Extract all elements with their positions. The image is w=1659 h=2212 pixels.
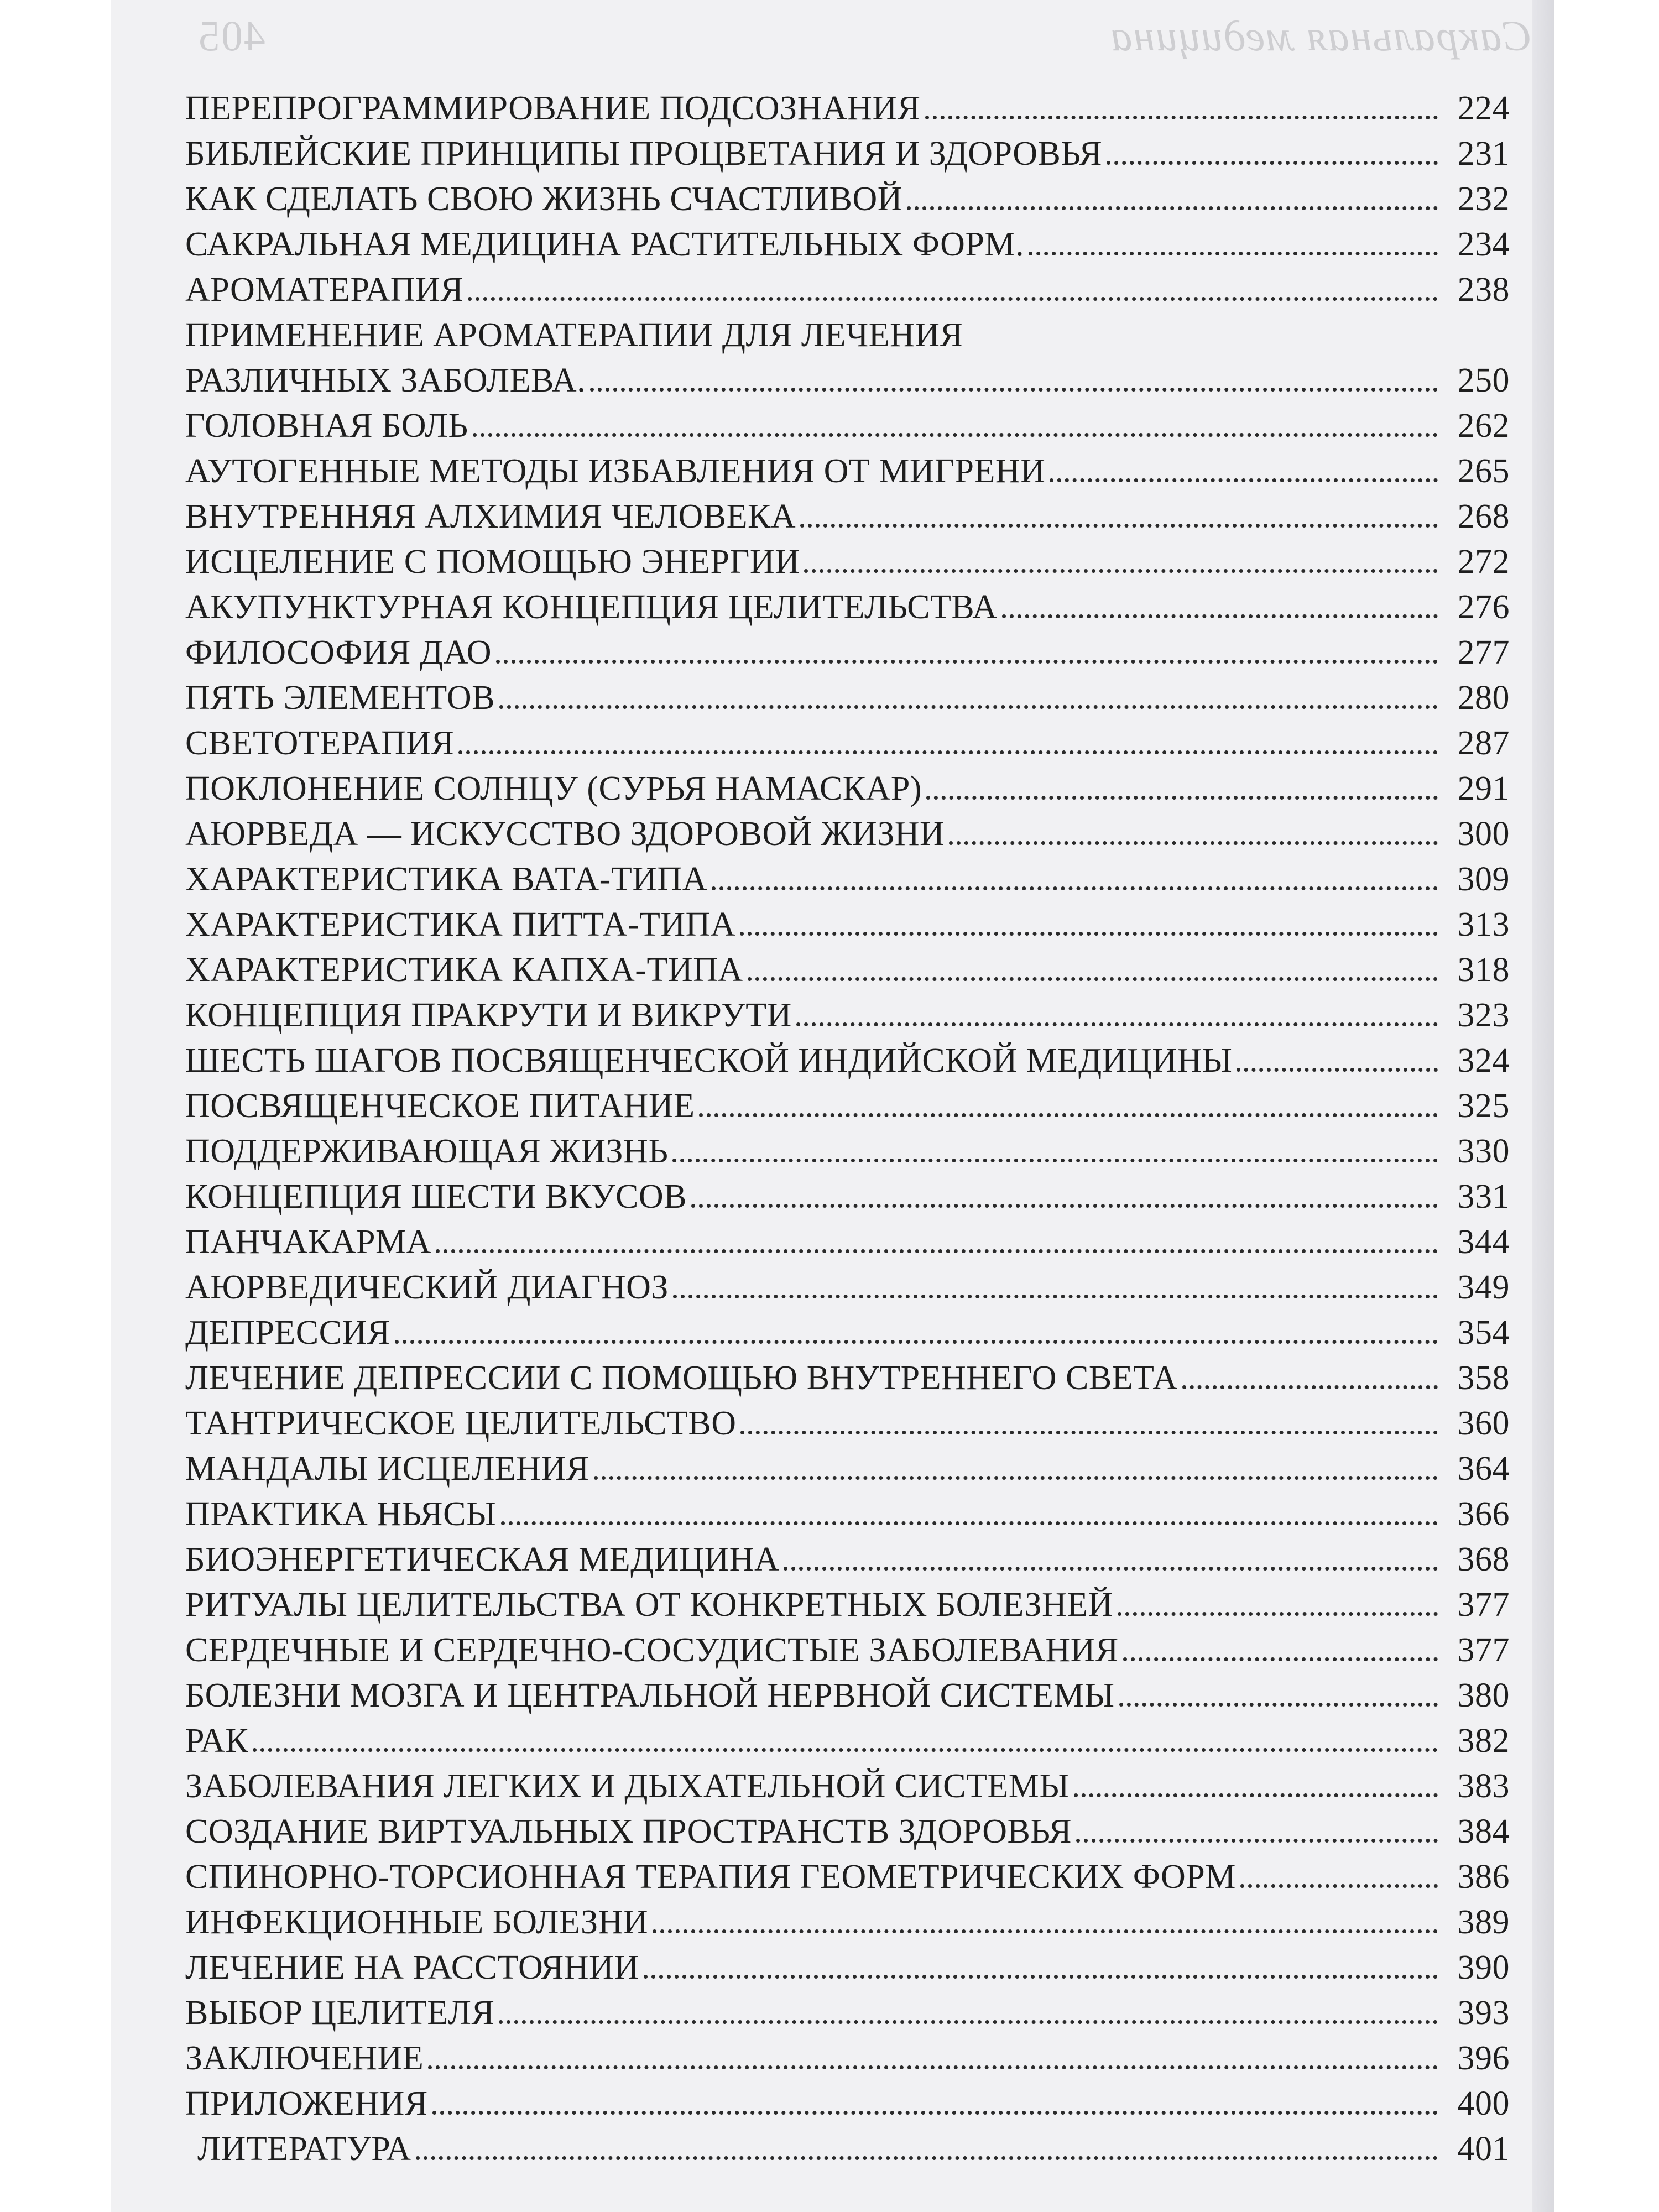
- toc-entry: [185, 1627, 1510, 1673]
- toc-entry: [185, 947, 1510, 993]
- toc-entry-page-number: 360: [1457, 1405, 1510, 1442]
- toc-entry: [185, 1582, 1510, 1627]
- toc-dot-leader: [428, 2065, 1438, 2069]
- toc-entry-page-number: 238: [1457, 271, 1510, 309]
- toc-entry-title: ПРАКТИКА НЬЯСЫ: [185, 1495, 497, 1533]
- toc-dot-leader: [653, 1929, 1438, 1933]
- toc-dot-leader: [1002, 614, 1438, 618]
- toc-entry-page-number: 280: [1457, 679, 1510, 717]
- toc-entry: [185, 539, 1510, 585]
- toc-entry-page-number: 250: [1457, 362, 1510, 399]
- toc-dot-leader: [784, 1567, 1438, 1571]
- toc-entry-title: ГОЛОВНАЯ БОЛЬ: [185, 407, 468, 445]
- toc-dot-leader: [594, 1476, 1438, 1480]
- toc-entry-title: АЮРВЕДИЧЕСКИЙ ДИАГНОЗ: [185, 1269, 669, 1306]
- toc-entry: [185, 1310, 1510, 1355]
- toc-entry-title: РАК: [185, 1722, 249, 1760]
- toc-entry-title: ДЕПРЕССИЯ: [185, 1314, 390, 1352]
- toc-entry: [185, 675, 1510, 721]
- toc-entry: [185, 448, 1510, 494]
- toc-entry-title: СОЗДАНИЕ ВИРТУАЛЬНЫХ ПРОСТРАНСТВ ЗДОРОВЬЯ: [185, 1813, 1072, 1850]
- toc-entry: [185, 1809, 1510, 1854]
- toc-dot-leader: [436, 1249, 1438, 1253]
- toc-entry: [185, 1764, 1510, 1809]
- toc-entry: [185, 1491, 1510, 1537]
- toc-entry-title: КОНЦЕПЦИЯ ПРАКРУТИ И ВИКРУТИ: [185, 997, 792, 1034]
- toc-entry-page-number: 400: [1457, 2085, 1510, 2122]
- toc-entry-page-number: 300: [1457, 815, 1510, 853]
- toc-entry: [185, 1718, 1510, 1764]
- toc-entry: [185, 811, 1510, 857]
- toc-entry-page-number: 291: [1457, 770, 1510, 807]
- toc-dot-leader: [416, 2156, 1438, 2160]
- toc-entry-title: КАК СДЕЛАТЬ СВОЮ ЖИЗНЬ СЧАСТЛИВОЙ: [185, 180, 903, 218]
- toc-entry: [185, 494, 1510, 539]
- toc-entry: [185, 176, 1510, 222]
- toc-dot-leader: [740, 932, 1438, 936]
- toc-dot-leader: [740, 1431, 1438, 1434]
- toc-entry-title: ФИЛОСОФИЯ ДАО: [185, 634, 492, 671]
- toc-entry-title: ШЕСТЬ ШАГОВ ПОСВЯЩЕНЧЕСКОЙ ИНДИЙСКОЙ МЕДИЦИНЫ: [185, 1042, 1233, 1079]
- toc-entry-page-number: 265: [1457, 452, 1510, 490]
- toc-entry-title: РИТУАЛЫ ЦЕЛИТЕЛЬСТВА ОТ КОНКРЕТНЫХ БОЛЕЗНЕЙ: [185, 1586, 1113, 1624]
- toc-entry-page-number: 377: [1457, 1631, 1510, 1669]
- toc-entry: [185, 1900, 1510, 1945]
- toc-entry-title: БИОЭНЕРГЕТИЧЕСКАЯ МЕДИЦИНА: [185, 1541, 780, 1578]
- toc-entry: [185, 1083, 1510, 1129]
- toc-entry-title: САКРАЛЬНАЯ МЕДИЦИНА РАСТИТЕЛЬНЫХ ФОРМ.: [185, 226, 1024, 263]
- toc-entry-title: ИНФЕКЦИОННЫЕ БОЛЕЗНИ: [185, 1903, 649, 1941]
- toc-entry-page-number: 389: [1457, 1903, 1510, 1941]
- toc-dot-leader: [926, 796, 1438, 800]
- toc-entry-page-number: 382: [1457, 1722, 1510, 1760]
- toc-entry-page-number: 401: [1457, 2130, 1510, 2168]
- toc-entry: [185, 1673, 1510, 1718]
- toc-entry-page-number: 231: [1457, 135, 1510, 173]
- toc-dot-leader: [458, 750, 1438, 754]
- toc-dot-leader: [1074, 1793, 1438, 1797]
- toc-entry: [185, 86, 1510, 131]
- toc-entry-title: СВЕТОТЕРАПИЯ: [185, 724, 455, 762]
- toc-entry-title: КОНЦЕПЦИЯ ШЕСТИ ВКУСОВ: [185, 1178, 687, 1215]
- toc-dot-leader: [395, 1340, 1438, 1344]
- toc-entry: [185, 766, 1510, 811]
- toc-dot-leader: [1118, 1612, 1438, 1616]
- toc-entry-title: МАНДАЛЫ ИСЦЕЛЕНИЯ: [185, 1450, 589, 1488]
- toc-entry-title: ПРИЛОЖЕНИЯ: [185, 2085, 428, 2122]
- toc-entry-title: АРОМАТЕРАПИЯ: [185, 271, 464, 309]
- toc-dot-leader: [473, 433, 1438, 437]
- toc-dot-leader: [796, 1022, 1438, 1026]
- toc-entry: [185, 721, 1510, 766]
- toc-entry: [185, 2081, 1510, 2126]
- toc-entry: [185, 630, 1510, 675]
- toc-entry: [185, 312, 1510, 358]
- toc-dot-leader: [496, 660, 1438, 664]
- toc-entry-page-number: 386: [1457, 1858, 1510, 1896]
- toc-entry: [185, 1265, 1510, 1310]
- toc-entry: [185, 993, 1510, 1038]
- toc-dot-leader: [1119, 1703, 1438, 1707]
- toc-entry: [185, 1174, 1510, 1219]
- toc-entry-title: ПОСВЯЩЕНЧЕСКОЕ ПИТАНИЕ: [185, 1087, 695, 1125]
- toc-entry-page-number: 366: [1457, 1495, 1510, 1533]
- toc-dot-leader: [699, 1113, 1438, 1117]
- toc-entry-page-number: 331: [1457, 1178, 1510, 1215]
- toc-entry: [185, 2126, 1510, 2172]
- toc-entry-page-number: 383: [1457, 1767, 1510, 1805]
- toc-entry-page-number: 377: [1457, 1586, 1510, 1624]
- toc-dot-leader: [925, 116, 1438, 119]
- toc-entry-title: ХАРАКТЕРИСТИКА КАПХА-ТИПА: [185, 951, 743, 989]
- toc-dot-leader: [501, 1521, 1438, 1525]
- toc-entry-title: ЛИТЕРАТУРА: [197, 2130, 411, 2168]
- toc-entry: [185, 1537, 1510, 1582]
- table-of-contents: [185, 86, 1510, 2172]
- toc-entry-page-number: 325: [1457, 1087, 1510, 1125]
- toc-entry-page-number: 330: [1457, 1133, 1510, 1170]
- toc-dot-leader: [499, 2020, 1438, 2024]
- toc-entry: [185, 1401, 1510, 1446]
- toc-entry: [185, 222, 1510, 267]
- toc-entry-page-number: 393: [1457, 1994, 1510, 2032]
- toc-entry-title: АЮРВЕДА — ИСКУССТВО ЗДОРОВОЙ ЖИЗНИ: [185, 815, 945, 853]
- toc-entry-page-number: 234: [1457, 226, 1510, 263]
- toc-entry-page-number: 396: [1457, 2039, 1510, 2077]
- toc-dot-leader: [1029, 252, 1438, 255]
- toc-entry-page-number: 232: [1457, 180, 1510, 218]
- toc-entry-title: БОЛЕЗНИ МОЗГА И ЦЕНТРАЛЬНОЙ НЕРВНОЙ СИСТЕМЫ: [185, 1677, 1115, 1714]
- toc-entry-page-number: 368: [1457, 1541, 1510, 1578]
- toc-entry: [185, 2036, 1510, 2081]
- toc-entry: [185, 1038, 1510, 1083]
- toc-entry-title: ЛЕЧЕНИЕ ДЕПРЕССИИ С ПОМОЩЬЮ ВНУТРЕННЕГО СВЕТА: [185, 1359, 1178, 1397]
- toc-entry: [185, 1854, 1510, 1900]
- toc-dot-leader: [804, 569, 1438, 573]
- bleed-through-header: Сакральная медицина: [1109, 12, 1532, 60]
- toc-dot-leader: [253, 1748, 1438, 1752]
- toc-entry-title: БИБЛЕЙСКИЕ ПРИНЦИПЫ ПРОЦВЕТАНИЯ И ЗДОРОВЬЯ: [185, 135, 1103, 173]
- toc-entry-page-number: 323: [1457, 997, 1510, 1034]
- toc-entry-page-number: 277: [1457, 634, 1510, 671]
- toc-entry-title: ИСЦЕЛЕНИЕ С ПОМОЩЬЮ ЭНЕРГИИ: [185, 543, 800, 581]
- toc-entry-page-number: 287: [1457, 724, 1510, 762]
- toc-dot-leader: [432, 2111, 1438, 2115]
- bleed-through-page-number: 405: [197, 12, 265, 60]
- toc-entry-title: СЕРДЕЧНЫЕ И СЕРДЕЧНО-СОСУДИСТЫЕ ЗАБОЛЕВАНИЯ: [185, 1631, 1119, 1669]
- page-edge-shadow: [1532, 0, 1554, 2212]
- toc-entry: [185, 585, 1510, 630]
- toc-entry-title: ЗАБОЛЕВАНИЯ ЛЕГКИХ И ДЫХАТЕЛЬНОЙ СИСТЕМЫ: [185, 1767, 1070, 1805]
- toc-dot-leader: [691, 1204, 1438, 1208]
- toc-dot-leader: [800, 524, 1438, 528]
- toc-dot-leader: [1123, 1657, 1438, 1661]
- toc-entry-title: ПЕРЕПРОГРАММИРОВАНИЕ ПОДСОЗНАНИЯ: [185, 90, 921, 127]
- toc-entry-title: ПОДДЕРЖИВАЮЩАЯ ЖИЗНЬ: [185, 1133, 669, 1170]
- toc-entry: [185, 1355, 1510, 1401]
- toc-entry: [185, 131, 1510, 176]
- toc-dot-leader: [949, 841, 1438, 845]
- toc-entry-page-number: 384: [1457, 1813, 1510, 1850]
- toc-entry-title: ВНУТРЕННЯЯ АЛХИМИЯ ЧЕЛОВЕКА: [185, 498, 796, 535]
- toc-dot-leader: [590, 388, 1438, 392]
- toc-dot-leader: [1050, 478, 1438, 482]
- toc-dot-leader: [1076, 1839, 1438, 1843]
- toc-entry-title: АКУПУНКТУРНАЯ КОНЦЕПЦИЯ ЦЕЛИТЕЛЬСТВА: [185, 588, 998, 626]
- toc-dot-leader: [673, 1295, 1438, 1298]
- toc-dot-leader: [1182, 1385, 1438, 1389]
- toc-entry-title: СПИНОРНО-ТОРСИОННАЯ ТЕРАПИЯ ГЕОМЕТРИЧЕСКИХ ФОРМ: [185, 1858, 1236, 1896]
- toc-entry-title: ХАРАКТЕРИСТИКА ПИТТА-ТИПА: [185, 906, 736, 943]
- toc-dot-leader: [907, 206, 1438, 210]
- toc-entry-page-number: 224: [1457, 90, 1510, 127]
- toc-dot-leader: [1237, 1068, 1438, 1072]
- toc-entry-title: ВЫБОР ЦЕЛИТЕЛЯ: [185, 1994, 495, 2032]
- toc-entry-page-number: 309: [1457, 860, 1510, 898]
- toc-dot-leader: [499, 705, 1438, 709]
- toc-entry-page-number: 276: [1457, 588, 1510, 626]
- toc-entry: [185, 1446, 1510, 1491]
- toc-entry-page-number: 272: [1457, 543, 1510, 581]
- toc-entry-page-number: 313: [1457, 906, 1510, 943]
- toc-entry-title: РАЗЛИЧНЫХ ЗАБОЛЕВА.: [185, 362, 586, 399]
- toc-entry-title: ЗАКЛЮЧЕНИЕ: [185, 2039, 424, 2077]
- toc-entry: [185, 403, 1510, 448]
- toc-dot-leader: [712, 886, 1438, 890]
- toc-entry: [185, 1129, 1510, 1174]
- toc-entry-title: ПАНЧАКАРМА: [185, 1223, 431, 1261]
- toc-entry-page-number: 354: [1457, 1314, 1510, 1352]
- toc-entry: [185, 902, 1510, 947]
- toc-dot-leader: [644, 1975, 1438, 1979]
- toc-dot-leader: [748, 977, 1438, 981]
- toc-entry-page-number: 324: [1457, 1042, 1510, 1079]
- toc-entry-page-number: 349: [1457, 1269, 1510, 1306]
- toc-entry: [185, 857, 1510, 902]
- toc-entry-title: ЛЕЧЕНИЕ НА РАССТОЯНИИ: [185, 1949, 639, 1986]
- toc-entry-page-number: 358: [1457, 1359, 1510, 1397]
- toc-entry: [185, 1945, 1510, 1990]
- toc-entry-title: ХАРАКТЕРИСТИКА ВАТА-ТИПА: [185, 860, 708, 898]
- toc-entry-title: ПОКЛОНЕНИЕ СОЛНЦУ (СУРЬЯ НАМАСКАР): [185, 770, 922, 807]
- toc-dot-leader: [1240, 1884, 1438, 1888]
- toc-entry-page-number: 344: [1457, 1223, 1510, 1261]
- toc-entry-title: ПРИМЕНЕНИЕ АРОМАТЕРАПИИ ДЛЯ ЛЕЧЕНИЯ: [185, 316, 963, 354]
- toc-entry-title: АУТОГЕННЫЕ МЕТОДЫ ИЗБАВЛЕНИЯ ОТ МИГРЕНИ: [185, 452, 1046, 490]
- toc-entry: [185, 1990, 1510, 2036]
- toc-dot-leader: [1107, 161, 1438, 165]
- toc-entry-page-number: 390: [1457, 1949, 1510, 1986]
- toc-entry-page-number: 380: [1457, 1677, 1510, 1714]
- toc-entry-page-number: 318: [1457, 951, 1510, 989]
- toc-entry-page-number: 364: [1457, 1450, 1510, 1488]
- toc-dot-leader: [672, 1159, 1438, 1162]
- toc-entry-title: ПЯТЬ ЭЛЕМЕНТОВ: [185, 679, 495, 717]
- toc-entry: [185, 1219, 1510, 1265]
- toc-entry: [185, 267, 1510, 312]
- toc-entry-title: ТАНТРИЧЕСКОЕ ЦЕЛИТЕЛЬСТВО: [185, 1405, 737, 1442]
- toc-dot-leader: [468, 297, 1438, 301]
- toc-entry-page-number: 268: [1457, 498, 1510, 535]
- toc-entry-page-number: 262: [1457, 407, 1510, 445]
- toc-entry: [185, 358, 1510, 403]
